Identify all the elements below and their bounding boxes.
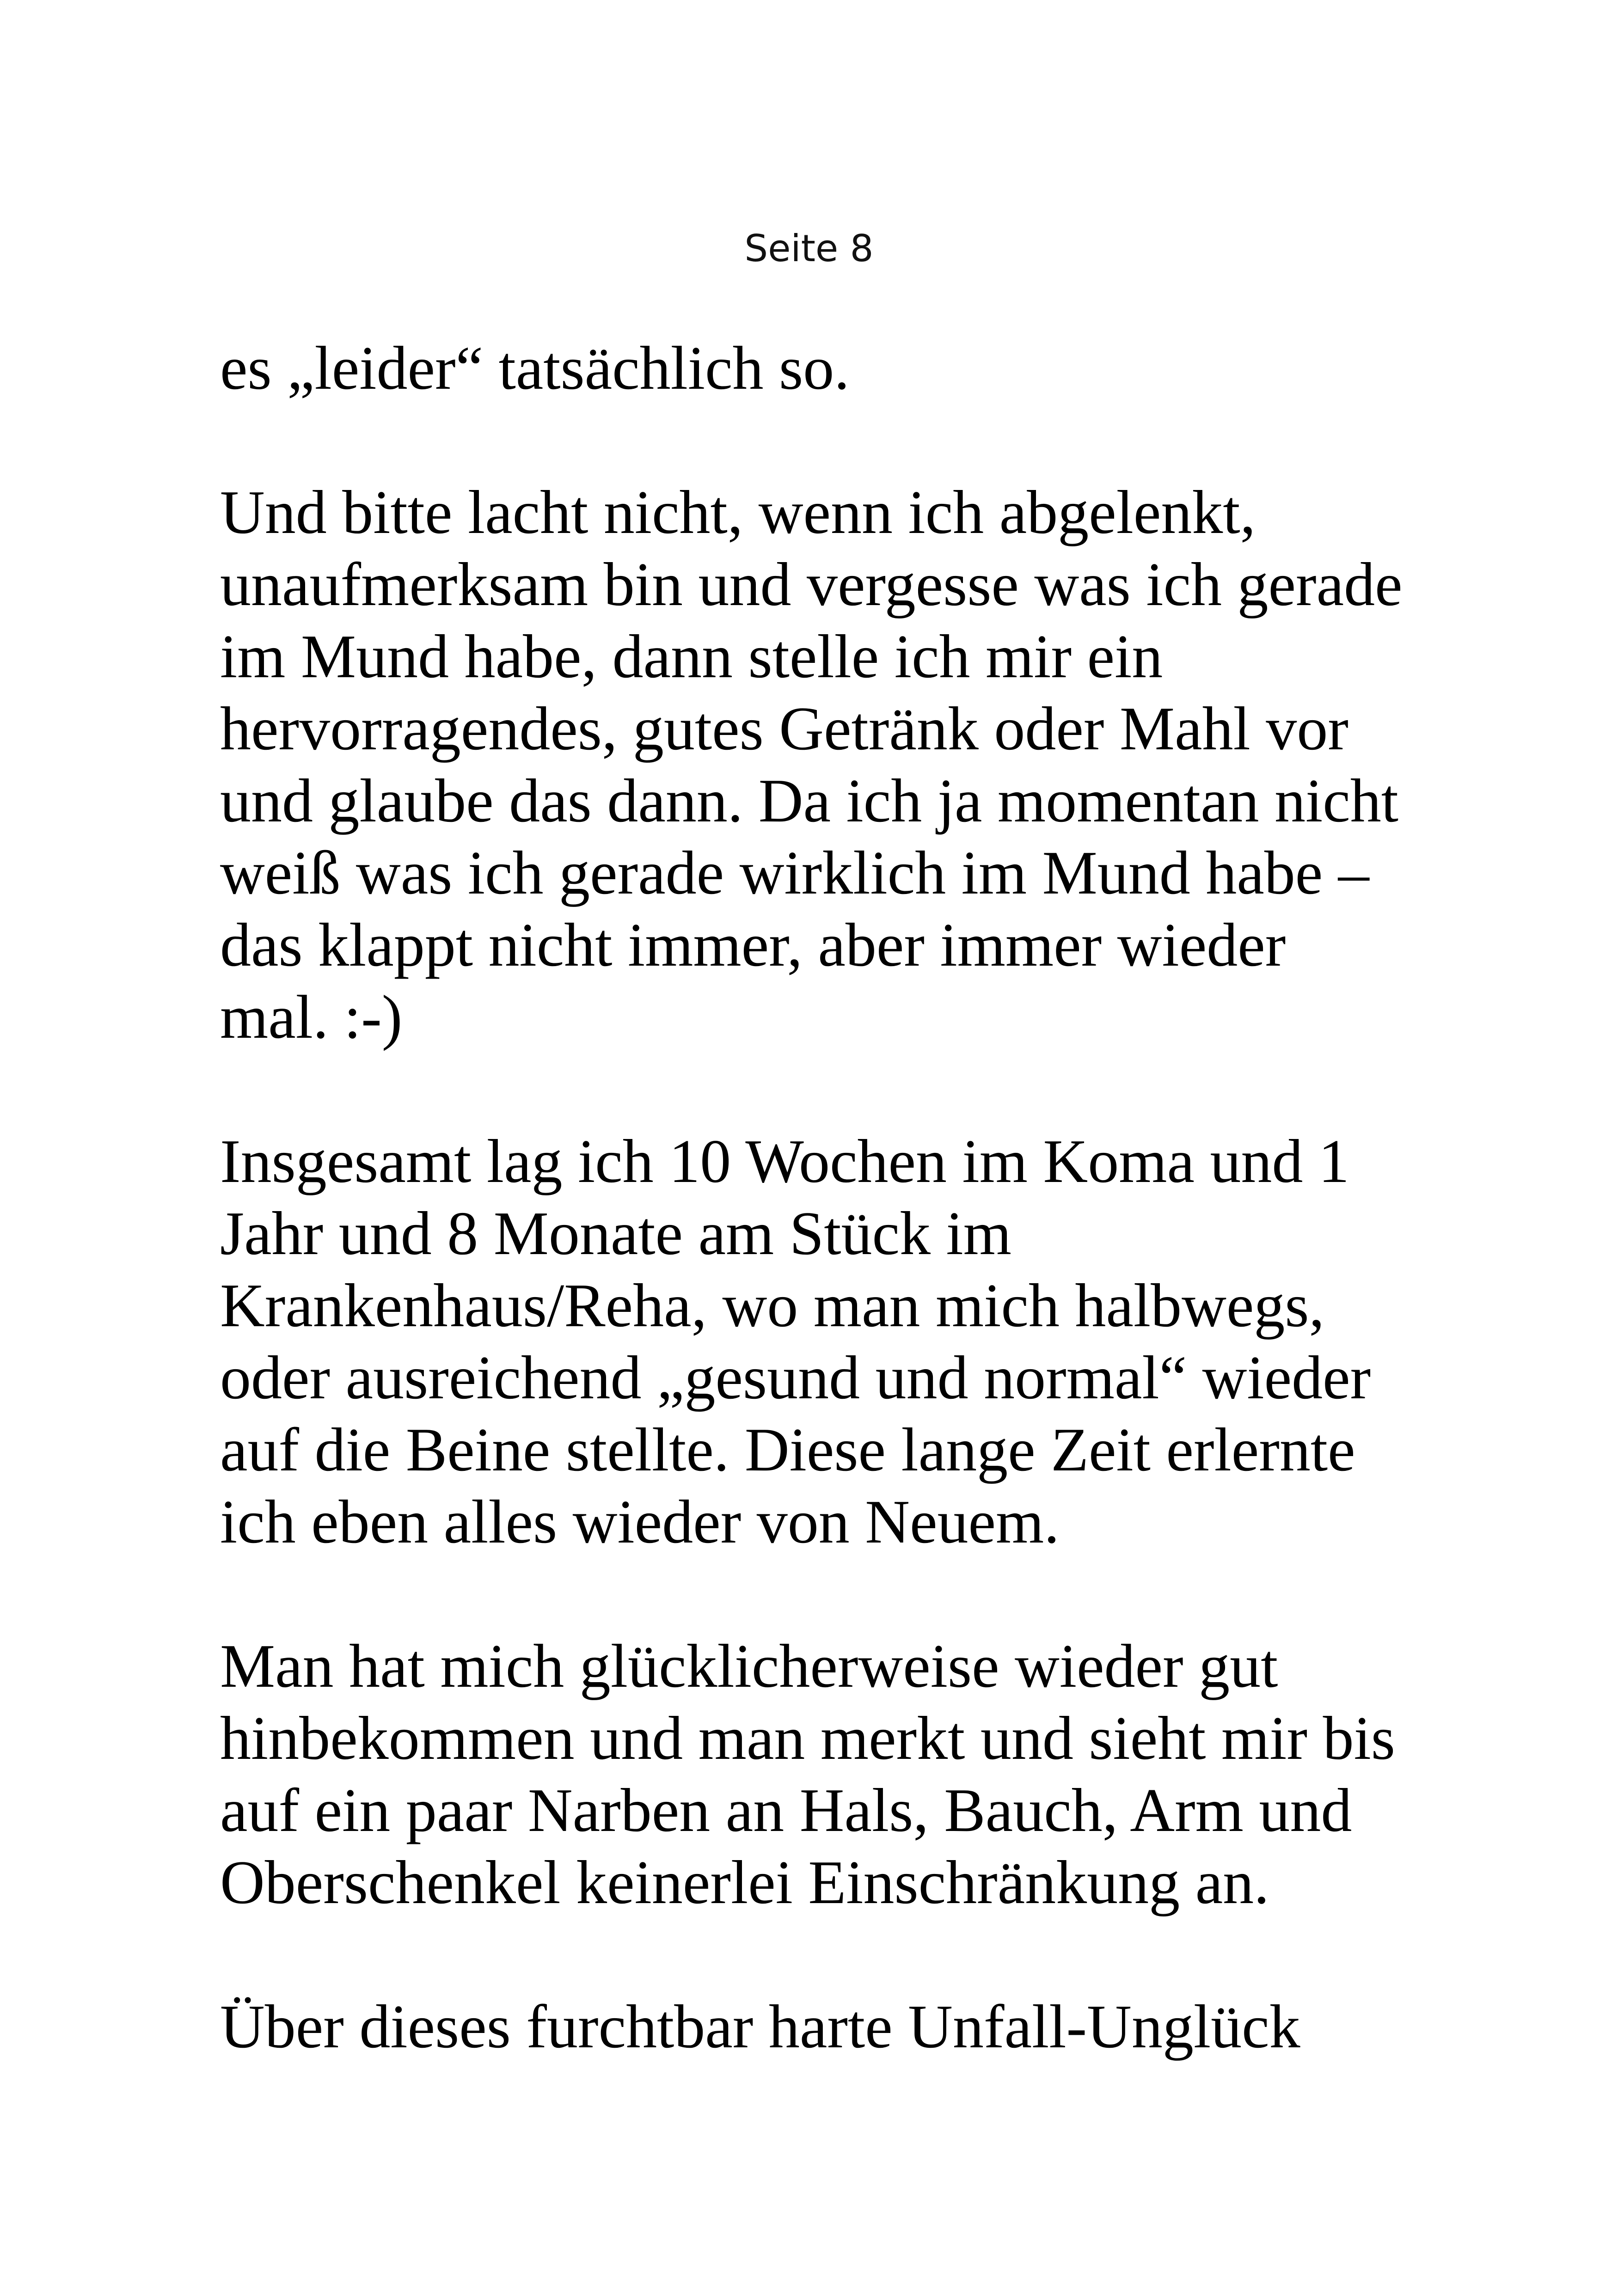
paragraph-5	[220, 1990, 1561, 2063]
text-line: das klappt nicht immer, aber immer wieder	[220, 911, 1286, 979]
text-line: Und bitte lacht nicht, wenn ich abgelenkt,	[220, 478, 1256, 546]
text-line: hinbekommen und man merkt und sieht mir bis	[220, 1704, 1395, 1772]
text-line: Insgesamt lag ich 10 Wochen im Koma und 1	[220, 1127, 1349, 1195]
paragraph-3	[220, 1125, 1561, 1558]
text-line: mal. :-)	[220, 983, 403, 1051]
paragraph-spacer	[220, 1558, 1561, 1630]
document-body	[220, 332, 1561, 2063]
text-line: Man hat mich glücklicherweise wieder gut	[220, 1632, 1278, 1700]
text-line: auf ein paar Narben an Hals, Bauch, Arm und	[220, 1776, 1352, 1844]
text-line: auf die Beine stellte. Diese lange Zeit erlernte	[220, 1415, 1355, 1484]
text-line: oder ausreichend „gesund und normal“ wieder	[220, 1343, 1371, 1412]
text-line: und glaube das dann. Da ich ja momentan nicht	[220, 766, 1399, 835]
text-line: im Mund habe, dann stelle ich mir ein	[220, 622, 1163, 691]
paragraph-2	[220, 476, 1561, 1053]
paragraph-4	[220, 1630, 1561, 1918]
text-line: weiß was ich gerade wirklich im Mund habe –	[220, 839, 1369, 907]
paragraph-1	[220, 332, 1561, 404]
text-line: Oberschenkel keinerlei Einschränkung an.	[220, 1848, 1269, 1916]
paragraph-spacer	[220, 1918, 1561, 1990]
text-line: hervorragendes, gutes Getränk oder Mahl vor	[220, 694, 1348, 763]
text-line: unaufmerksam bin und vergesse was ich gerade	[220, 550, 1403, 618]
text-line: ich eben alles wieder von Neuem.	[220, 1488, 1060, 1556]
text-line: es „leider“ tatsächlich so.	[220, 334, 850, 402]
page-number: Seite 8	[744, 227, 874, 270]
text-line: Jahr und 8 Monate am Stück im	[220, 1199, 1011, 1267]
text-line: Über dieses furchtbar harte Unfall-Unglück	[220, 1992, 1300, 2061]
paragraph-spacer	[220, 1053, 1561, 1125]
text-line: Krankenhaus/Reha, wo man mich halbwegs,	[220, 1271, 1325, 1340]
paragraph-spacer	[220, 404, 1561, 476]
